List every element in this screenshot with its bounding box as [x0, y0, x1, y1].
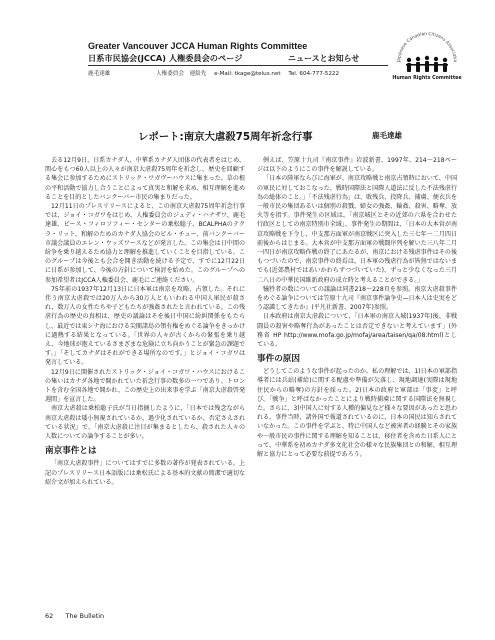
contact-label: 人権委員会 連絡先 — [156, 71, 207, 77]
hrc-logo — [392, 32, 462, 88]
header-editor: 鹿毛達雄 — [88, 71, 111, 77]
paragraph: 「日本の陸軍ならびに海軍が、南京攻略戦と南京占領時において、中国の軍民に対しておこなった、戦時国際法と国際人道法に反した不法残虐行為の総体のこと。」「不法残虐行為」は、敗残兵、投降兵、捕虜、便衣兵を一般市民の集団あるいは個別の殺戮、婦女の強姦、輪姦、殺害、略奪、放火等を指す。事件発生の区域は、「南京城区とその近郊の六県を合わせた行政区としての南京特別市全域」、事件発生の期間は、「日本の大本営が南京攻略戦を下令し、中支那方面軍が南京戦区に突入した三七年一二月四日前後からはじまる。大本営が中支那方面軍の戦闘序列を解いた三八年二月一四日が南京攻略作戦の終了にあたるが、南京における残虐事件はその後もつづいたので、南京事件の終焉は、日本軍の残虐行為が皆無ではないまでも(近郊農村ではあいかわらずつづいていた)、ずっと少なくなった三月二八日の中華民国維新政府の成立時と考えることができる。」 — [257, 175, 457, 284]
article-author: 鹿毛達雄 — [372, 131, 402, 140]
right-column — [257, 156, 457, 459]
paragraph: 75年前の1937年12月13日に日本軍は南京を攻略、占領した。それに伴う南京大虐殺では20万人から30万人ともいわれる中国人軍民が殺され、数万人の女性たちや子どもたちが強姦されたと言われている。この残虐行為の歴史の真相は、歴史の議論はそを後日中国に紛糾関係をもたらし、最近では東シナ海における尖閣諸島の領有権をめぐる論争をきっかけに過熱する結果となっている。「世界の人々が古くからの緊張を乗り越え、今地球が抱えているさまざまな危険に立ち向かうことが緊急の課題です。」「そしてカナダはそれができる場所なのです。」とジョイ・コガワは発言している。 — [45, 285, 245, 367]
paragraph: どうしてこのような事件が起ったのか。私の理解では、1)日本の軍部指導者には兵站(補給)に関する配慮や準備が欠落し、現地調達(実際は現地住民からの略奪)の方針を採った。2)日本の政府と軍部は「事変」と呼び、「戦争」と呼ばなかったことにより戦時捕虜に関する国際法を無視した。さらに、3)中国人に対する人種的偏見など様々な要因があったと思われる。事件当時、諸外国で報道されているのに、日本の国民は知らされていなかった。この事件を学ぶと、特に中国人など被害者の経験とその家族や一般市民の事件に関する理解を知ることは、移住者を含めた日系人にとって、中華系を初めカナダ多文化社会の様々な民族集団との和解、相互理解と協力にとって必要な前提であろう。 — [257, 368, 457, 459]
paragraph: 12月11日のプレスリリースによると、この南京大虐殺75周年祈念行事では、ジョイ・コガワをはじめ、人権委員会のジュディ・ハナザワ、鹿毛達雄、ピース・フィロソフィー・センターの乗松聡子、BCALPHAのテクラ・リット、和解のためのカナダ人協会のビル・チュー、前バンクーバー市議会議員のエレン・ウッズワースなどが発言した。この集会は日中間の紛争を乗り越えるため協力と理解を推進していくことを目指している。このグループは今後とも会合を開き活動を続ける予定で、すでに12月22日に日系が参加して、今後の方針について検討を始めた。このグループへの参加希望者はJCCA人権委員会、鹿毛にご連絡ください。 — [45, 203, 245, 284]
left-column — [45, 156, 245, 487]
article-title: レポート:南京大虐殺75周年祈念行事 — [138, 131, 313, 143]
paragraph: 「南京大虐殺事件」についてはすでに多数の著作が発表されている。上記のプレスリリース日本語版には乗松氏による基本的文献の簡潔で適切な紹介文が加えられている。 — [45, 460, 245, 486]
paragraph: 去る12月9日、日系カナダ人、中華系カナダ人団体の代表者をはじめ、関心をもつ60人以上の人々が南京大虐殺75周年を祈念し、歴史を回顧する集会に参加するためにストリック・ワガヴーハウスに集まった。草の根の平和活動で協力し合うことによって真実と和解を求め、相互理解を進めることを目的としたバンクーバー市民の集まりだった。 — [45, 157, 245, 201]
section-heading: 南京事件とは — [45, 446, 97, 457]
header-contact — [156, 69, 345, 77]
paragraph: 12月9日に開催されたストリック・ジョイ・コガワ・ハウスにおけるこの集いはカナダ各地で開かれていた祈念行事の数多の一つであり、トロントを含む全国各地で開かれ、この歴史上の出来事を学ぶ「南京大虐殺啓発週間」を宣言した。 — [45, 368, 245, 404]
paragraph: 日本政府は南京大虐殺について、「日本軍の南京入城(1937年)後、非戦闘員の殺害や略奪行為があったことは否定できないと考えています」(外務省 HP http://www.mofa.go.jp/mofaj/area/taisen/qa/08.html)としている。 — [257, 313, 457, 349]
section-heading: 事件の原因 — [257, 354, 300, 365]
header-title-english: Greater Vancouver JCCA Human Rights Committee — [88, 41, 308, 51]
paragraph: 南京大虐殺は乗松聡子氏が当日指摘したように、「日本では残念ながら南京大虐殺は矮小無視されているか、過少化されているか、否定さえされている状況」で、「南京大虐殺に注目が集まるとしたら、殺された人々の人数についての論争することが多い。 — [45, 405, 245, 441]
page-number: 62 — [45, 612, 54, 620]
paragraph: 例えば、笠原十九司『南京事件』岩波新書、1997年、214〜218ページは以下のようにこの事件を解説している。 — [257, 157, 457, 174]
logo-caption: Human Rights Committee — [392, 76, 462, 81]
header-title-japanese: 日系市民協会(JCCA) 人権委員会のページ — [88, 53, 243, 63]
contact-tel: Tel. 604-777-5222 — [288, 71, 340, 77]
publication-name: The Bulletin — [65, 612, 105, 620]
page-footer — [45, 612, 114, 620]
header-divider — [88, 65, 388, 66]
contact-email[interactable]: e-Mail: tkage@telus.net — [214, 71, 281, 77]
page-header — [30, 32, 465, 86]
people-circle-icon — [392, 32, 462, 78]
logo-arc-text: Japanese Canadian Citizens Associatio — [396, 32, 458, 63]
paragraph: 犠牲者の数についての議論は同書218〜228頁を参照。南京大虐殺事件をめぐる論争については笠原十九司『南京事件論争史—日本人は史実をどう認識してきたか』(平凡社新書、2007年)参照。 — [257, 285, 457, 312]
header-news-label: ニュースとお知らせ — [288, 54, 360, 63]
